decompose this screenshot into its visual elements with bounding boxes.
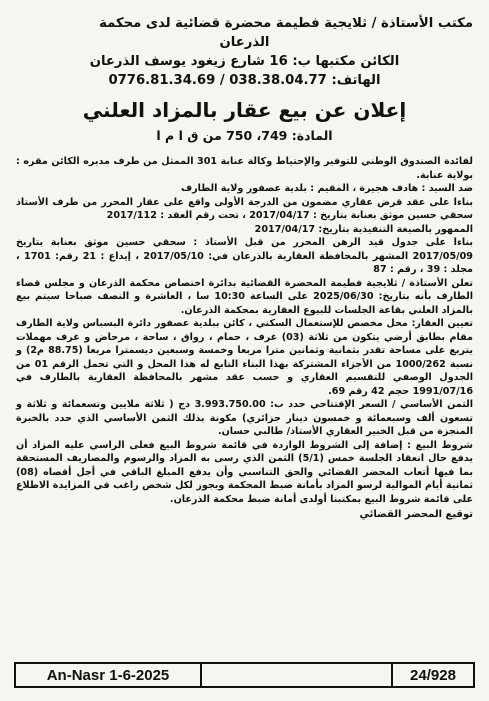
notice-paragraph-enforcement: الممهور بالصيغة التنفيذية بتاريخ: 2017/04/17: [254, 223, 473, 235]
footer-spacer: [202, 664, 393, 686]
notice-paragraph-auction-date: تعلن الأستاذة / ثلايجية فطيمة المحضرة القضائية بدائرة اختصاص محكمة الذرعان و مجلس قضاء الطارف بأنه بتاريخ: 2025/06/30 على الساعة 10:30 سا ، العاشرة و النصف صباحا سيتم بيع بالمزاد العلني بقاعة الجلسات للبيوع العقارية بمحكمة الذرعان.: [16, 277, 473, 316]
office-address: الكائن مكتبها ب: 16 شارع زيغود يوسف الذرعان: [89, 54, 400, 69]
notice-body: [16, 155, 473, 522]
notice-title: إعلان عن بيع عقار بالمزاد العلني: [82, 98, 407, 122]
notice-paragraph-property: تعيين العقار: محل مخصص للإستعمال السكني ، كائن ببلدية عصفور دائرة البسباس ولاية الطارف مقام بطابق أرضي يتكون من ثلاثة (03) غرف ، حمام ، رواق ، ساحة ، مرحاض و غرف مهملات يتربع على مساحة تقدر بثمانية وثمانين مترا مربعا وخمسة وسبعين ديسمترا مربعا (88.75 م2) و نسبة 1000/262 من الأجزاء المشتركة بهذا البناء التابع له هذا المحل و التي تحمل الرقم 01 من الجدول الوصفي للتقسيم العقاري و حسب عقد مشهر بالمحافظة العقارية بالطارف في 1991/07/16 حجم 42 رقم 69.: [16, 318, 473, 397]
publication-footer: [14, 662, 475, 688]
notice-paragraph-beneficiary: لفائدة الصندوق الوطني للتوفير والإحتياط وكالة عنابة 301 الممثل من طرف مديره الكائن مقره : بولاية عنابة.: [16, 156, 473, 181]
notice-paragraph-mortgage: بناءا على جدول قيد الرهن المحرر من قبل الأستاذ : سحقي حسين موثق بعنابة بتاريخ 2017/05/09 المشهر بالمحافظة العقارية بالذرعان في: 2017/05/10 ، إيداع : 21 رقم: 1701 ، مجلد : 39 ، رقم : 87: [16, 237, 473, 275]
notice-paragraph-price: الثمن الأساسي / السعر الإفتتاحي حدد ب: 3.993.750.00 دج ( ثلاثة ملايين وتسعمائة و ثلاثة و تسعون ألف وسبعمائة و خمسون دينار جزائري) مكونة بذلك الثمن الأساسي الذي حدد بالخبرة المنجزة من قبل الخبير العقاري الأستاذ/ طالبي حسان.: [16, 399, 474, 437]
notice-paragraph-conditions: شروط البيع : إضافة إلى الشروط الواردة في قائمة شروط البيع فعلى الراسي عليه المزاد أن يدفع حال انعقاد الجلسة خمس (5/1) الثمن الذي رسى به المزاد والرسوم والمصاريف المستحقة بما فيها أتعاب المحضر القضائي والحق التناسبي وأن يدفع المبلغ الباقي في أجل أقصاه (08) ثمانية أيام الموالية لرسو المزاد بأمانة ضبط المحكمة ويجوز لكل شخص راغب في المزايدة الاطلاع على قائمة شروط البيع بمكتبنا أولدى أمانة ضبط محكمة الذرعان.: [16, 439, 474, 505]
notice-paragraph-loan-contract: بناءا على عقد قرض عقاري مضمون من الدرجة الأولى واقع على عقار المحرر من طرف الأستاذ سحقي حسين موثق بعنابة بتاريخ : 2017/04/17 ، تحت رقم العقد : 2017/112: [16, 196, 473, 221]
bailiff-signature: توقيع المحضر القضائي: [359, 509, 473, 520]
office-phone: الهاتف: 038.38.04.77 / 0776.81.34.69: [108, 73, 381, 88]
office-name-line-2: الذرعان: [219, 35, 270, 50]
notice-paragraph-defendant: ضد السيد : هادف هجيرة ، المقيم : بلدية عصفور ولاية الطارف: [180, 183, 473, 194]
publication-number: 24/928: [410, 666, 456, 684]
legal-article-reference: المادة: 749، 750 من ق ا م ا: [156, 128, 333, 143]
office-name-line: مكتب الأستاذة / ثلايجية فطيمة محضرة قضائية لدى محكمة: [99, 16, 473, 31]
publication-name-date: An-Nasr 1-6-2025: [16, 664, 202, 686]
